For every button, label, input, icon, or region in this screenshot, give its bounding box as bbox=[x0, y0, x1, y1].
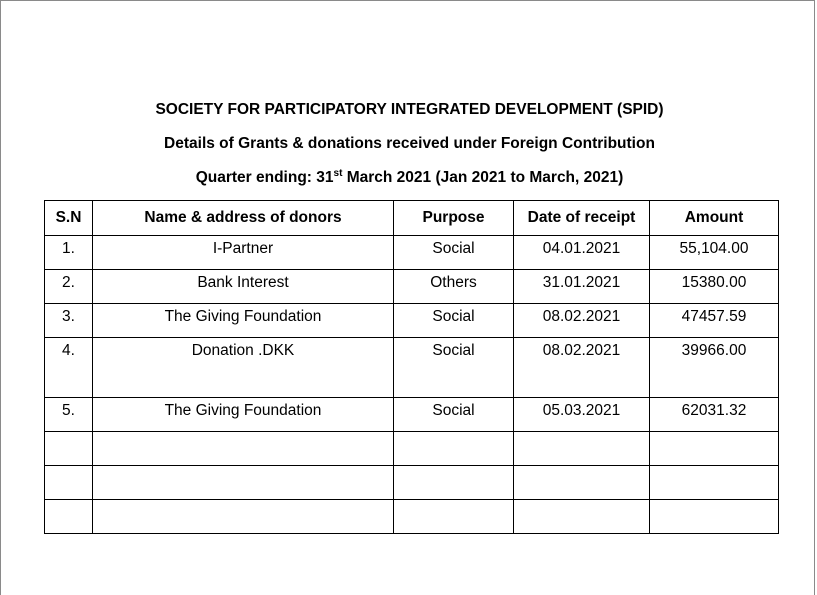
cell-purpose: Social bbox=[394, 236, 514, 270]
cell-sn: 3. bbox=[45, 304, 93, 338]
empty-cell bbox=[514, 432, 650, 466]
empty-row bbox=[45, 500, 779, 534]
table-row bbox=[45, 398, 779, 432]
document-title: SOCIETY FOR PARTICIPATORY INTEGRATED DEVELOPMENT (SPID) bbox=[155, 101, 664, 118]
header-date: Date of receipt bbox=[514, 201, 650, 236]
table-row bbox=[45, 270, 779, 304]
cell-sn: 1. bbox=[45, 236, 93, 270]
cell-amount: 47457.59 bbox=[650, 304, 779, 338]
cell-date: 08.02.2021 bbox=[514, 338, 650, 398]
cell-date: 05.03.2021 bbox=[514, 398, 650, 432]
document-subtitle: Details of Grants & donations received under Foreign Contribution bbox=[164, 135, 655, 152]
cell-purpose: Social bbox=[394, 398, 514, 432]
cell-sn: 4. bbox=[45, 338, 93, 398]
empty-cell bbox=[93, 500, 394, 534]
cell-date: 04.01.2021 bbox=[514, 236, 650, 270]
empty-cell bbox=[650, 466, 779, 500]
quarter-superscript: st bbox=[333, 168, 343, 179]
quarter-prefix: Quarter ending: 31 bbox=[195, 169, 334, 186]
empty-cell bbox=[650, 500, 779, 534]
cell-amount: 55,104.00 bbox=[650, 236, 779, 270]
empty-cell bbox=[93, 432, 394, 466]
table-row bbox=[45, 338, 779, 398]
empty-cell bbox=[45, 432, 93, 466]
donations-table bbox=[44, 200, 779, 534]
cell-amount: 15380.00 bbox=[650, 270, 779, 304]
header-purpose: Purpose bbox=[394, 201, 514, 236]
cell-amount: 62031.32 bbox=[650, 398, 779, 432]
cell-purpose: Others bbox=[394, 270, 514, 304]
quarter-suffix: March 2021 (Jan 2021 to March, 2021) bbox=[342, 169, 624, 186]
cell-donor-name: Donation .DKK bbox=[93, 338, 394, 398]
empty-cell bbox=[394, 466, 514, 500]
empty-cell bbox=[45, 466, 93, 500]
empty-cell bbox=[394, 432, 514, 466]
quarter-line bbox=[1, 169, 817, 187]
cell-purpose: Social bbox=[394, 338, 514, 398]
cell-donor-name: The Giving Foundation bbox=[93, 398, 394, 432]
cell-donor-name: Bank Interest bbox=[93, 270, 394, 304]
empty-cell bbox=[93, 466, 394, 500]
empty-cell bbox=[514, 466, 650, 500]
cell-donor-name: The Giving Foundation bbox=[93, 304, 394, 338]
cell-date: 08.02.2021 bbox=[514, 304, 650, 338]
header-amount: Amount bbox=[650, 201, 779, 236]
empty-cell bbox=[45, 500, 93, 534]
header-sn: S.N bbox=[45, 201, 93, 236]
table-row bbox=[45, 304, 779, 338]
table-header-row bbox=[45, 201, 779, 236]
cell-donor-name: I-Partner bbox=[93, 236, 394, 270]
cell-amount: 39966.00 bbox=[650, 338, 779, 398]
cell-purpose: Social bbox=[394, 304, 514, 338]
empty-cell bbox=[514, 500, 650, 534]
empty-row bbox=[45, 466, 779, 500]
header-donor-name: Name & address of donors bbox=[93, 201, 394, 236]
empty-cell bbox=[650, 432, 779, 466]
cell-sn: 5. bbox=[45, 398, 93, 432]
cell-date: 31.01.2021 bbox=[514, 270, 650, 304]
table-row bbox=[45, 236, 779, 270]
empty-cell bbox=[394, 500, 514, 534]
cell-sn: 2. bbox=[45, 270, 93, 304]
empty-row bbox=[45, 432, 779, 466]
